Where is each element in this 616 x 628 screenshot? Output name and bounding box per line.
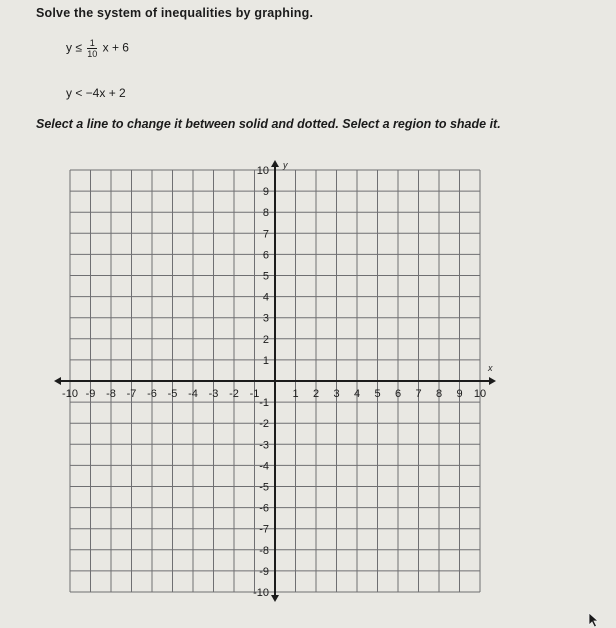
y-tick-label: -10 [253, 587, 269, 599]
y-tick-label: -5 [259, 481, 269, 494]
x-tick-label: -10 [62, 388, 78, 400]
x-tick-label: 4 [353, 388, 361, 400]
x-tick-label: 3 [333, 388, 340, 400]
y-tick-label: -3 [259, 439, 269, 452]
x-axis-label: x [488, 363, 493, 373]
y-tick-label: -2 [259, 418, 269, 431]
inequality-2: y < −4x + 2 [66, 86, 126, 100]
y-tick-label: -6 [259, 502, 269, 515]
instructions-text: Solve the system of inequalities by graphing. [36, 6, 314, 20]
y-tick-label: 10 [256, 165, 269, 177]
axes[interactable] [54, 160, 496, 602]
fraction-denominator: 10 [87, 49, 98, 59]
mouse-pointer-icon [588, 612, 600, 628]
instruction-prompt: Select a line to change it between solid and dotted. Select a region to shade it. [36, 117, 501, 131]
x-tick-label: 8 [435, 388, 443, 400]
y-tick-label: 1 [262, 354, 269, 367]
y-tick-label: -7 [259, 523, 269, 536]
tick-labels [62, 160, 493, 599]
x-tick-label: -1 [249, 388, 260, 400]
x-tick-label: 2 [312, 388, 320, 400]
inequality-1-lhs: y ≤ [66, 40, 82, 55]
y-tick-label: 7 [262, 228, 269, 241]
y-axis-label: y [283, 160, 288, 170]
x-tick-label: -2 [229, 388, 239, 400]
x-tick-label: -8 [106, 388, 116, 400]
y-axis-up-arrow-icon [271, 160, 279, 167]
x-tick-label: -5 [167, 388, 178, 400]
x-tick-label: -3 [208, 388, 219, 400]
x-axis-left-arrow-icon [54, 377, 61, 385]
x-tick-label: 5 [374, 388, 381, 400]
y-tick-label: 5 [262, 270, 269, 283]
x-tick-label: 6 [394, 388, 402, 400]
y-tick-label: 9 [262, 186, 269, 199]
y-axis-down-arrow-icon [271, 595, 279, 602]
y-tick-label: 2 [262, 333, 269, 346]
y-tick-label: -1 [259, 397, 269, 410]
y-tick-label: -8 [259, 544, 269, 557]
y-tick-label: 8 [262, 207, 269, 220]
x-tick-label: 10 [473, 388, 487, 400]
y-tick-label: 3 [262, 312, 269, 325]
y-tick-label: 4 [262, 291, 269, 304]
x-tick-label: 9 [456, 388, 463, 400]
x-tick-label: 1 [292, 388, 299, 400]
x-axis-right-arrow-icon [489, 377, 496, 385]
y-tick-label: -4 [259, 460, 269, 473]
x-tick-label: -7 [126, 388, 137, 400]
x-tick-label: -4 [188, 388, 198, 400]
x-tick-label: -9 [85, 388, 96, 400]
y-tick-label: 6 [262, 249, 269, 262]
x-tick-label: 7 [415, 388, 422, 400]
x-tick-label: -6 [147, 388, 157, 400]
y-tick-label: -9 [259, 565, 269, 578]
fraction-numerator: 1 [87, 38, 97, 49]
inequality-1-rhs: x + 6 [102, 40, 129, 55]
